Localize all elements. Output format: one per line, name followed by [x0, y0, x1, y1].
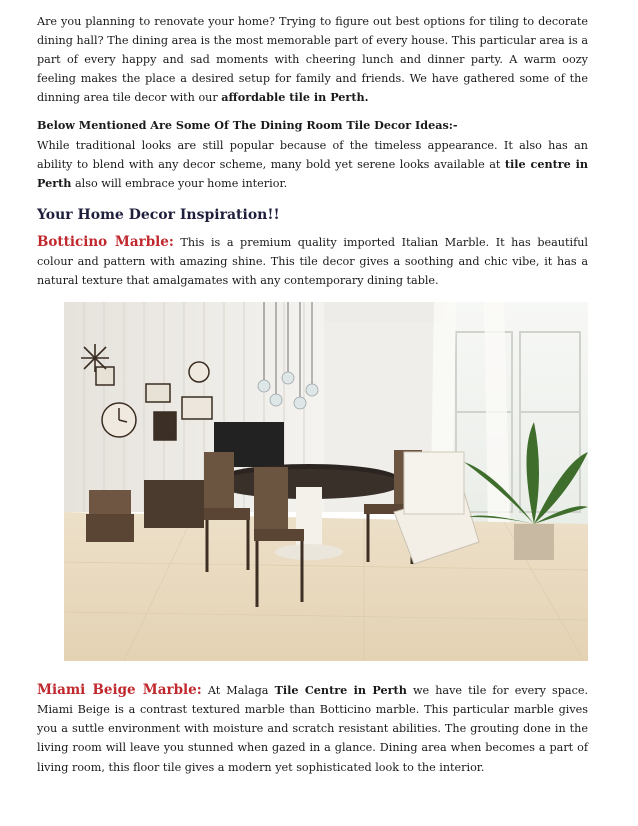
botticino-title: Botticino Marble:	[37, 233, 174, 250]
miami-text-after: we have tile for every space. Miami Beige is a contrast textured marble than Botticino marble. This particular marble gives you a suttle environment with moisture and scratch resistant abilities. The grouting done in the living room will leave you stunned when gazed in a glance. Dining area when becomes a part of living room, this floor tile gives a modern yet sophisticated look to the interior.	[37, 684, 589, 774]
ideas-paragraph	[37, 136, 588, 193]
section-heading: Your Home Decor Inspiration!!	[37, 206, 280, 223]
miami-text-before: At Malaga	[207, 684, 269, 698]
miami-title: Miami Beige Marble:	[37, 682, 202, 699]
ideas-heading: Below Mentioned Are Some Of The Dining Room Tile Decor Ideas:-	[37, 118, 458, 133]
botticino-text: This is a premium quality imported Italian Marble. It has beautiful colour and pattern with amazing shine. This tile decor gives a soothing and chic vibe, it has a natural texture that amalgamates with any contemporary dining table.	[37, 235, 589, 288]
tile-centre-perth-link[interactable]: Tile Centre in Perth	[274, 683, 407, 698]
ideas-text-before: While traditional looks are still popular because of the timeless appearance. It also has an ability to blend with any decor scheme, many bold yet serene looks available at	[37, 138, 588, 171]
miami-paragraph	[37, 681, 588, 776]
dining-room-photo	[64, 302, 588, 661]
document-page	[37, 12, 588, 777]
intro-paragraph	[37, 12, 588, 107]
intro-text: Are you planning to renovate your home? Trying to figure out best options for tiling to decorate dining hall? The dining area is the most memorable part of every house. This particular area is a part of every happy and sad moments with cheering lunch and dinner party. A warm oozy feeling makes the place a desired setup for family and friends. We have gathered some of the dinning area tile decor with our	[37, 15, 588, 105]
botticino-paragraph	[37, 233, 588, 290]
tile-centre-link[interactable]: tile centre in Perth	[37, 156, 588, 190]
ideas-text-after: also will embrace your home interior.	[75, 176, 288, 190]
affordable-tile-link[interactable]: affordable tile in Perth.	[221, 90, 369, 105]
